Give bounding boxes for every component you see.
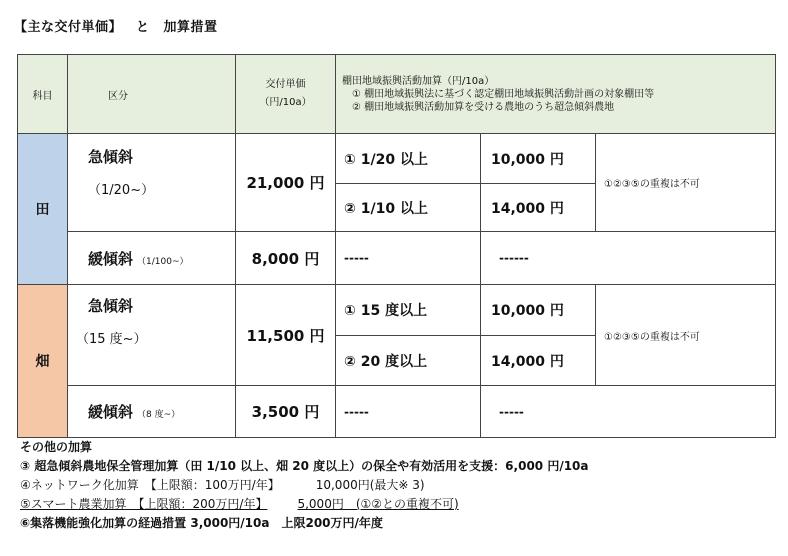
ta-gentle-dash1: ----- xyxy=(336,232,481,285)
ta-gentle-empty xyxy=(596,232,776,285)
table-row xyxy=(18,386,776,438)
ta-steep-price: 21,000 円 xyxy=(236,134,336,232)
header-note xyxy=(336,55,776,134)
extras-line4-amount: 10,000円(最大※ 3) xyxy=(315,478,425,492)
header-note-1: ① 棚田地域振興法に基づく認定棚田地域振興活動計画の対象棚田等 xyxy=(352,88,655,100)
header-subject: 科目 xyxy=(18,55,68,134)
hata-gentle-dash2: ----- xyxy=(481,386,596,438)
hata-steep-remark: ①②③⑤の重複は不可 xyxy=(596,285,776,386)
hata-steep-name: 急傾斜 xyxy=(88,297,134,315)
hata-steep-cond1: ① 15 度以上 xyxy=(336,285,481,336)
hata-gentle-price: 3,500 円 xyxy=(236,386,336,438)
ta-steep-name: 急傾斜 xyxy=(88,148,134,166)
header-price-line2: （円/10a） xyxy=(259,97,312,108)
hata-gentle-class xyxy=(68,386,236,438)
table-header-row xyxy=(18,55,776,134)
ta-steep-class xyxy=(68,134,236,232)
title-sub: 加算措置 xyxy=(163,20,218,35)
extras-line4-label: ④ネットワーク化加算 【上限額：100万円/年】 xyxy=(20,478,280,492)
hata-steep-range: （15 度~） xyxy=(76,332,147,347)
hata-gentle-empty xyxy=(596,386,776,438)
extras-line5-label: ⑤スマート農業加算 【上限額：200万円/年】 xyxy=(20,497,268,511)
header-note-title: 棚田地域振興活動加算（円/10a） xyxy=(342,75,495,87)
ta-steep-remark: ①②③⑤の重複は不可 xyxy=(596,134,776,232)
hata-steep-amt2: 14,000 円 xyxy=(481,336,596,386)
page-title xyxy=(14,16,218,35)
extras-line4 xyxy=(20,476,589,495)
extras-line5 xyxy=(20,495,589,514)
ta-steep-cond2: ② 1/10 以上 xyxy=(336,184,481,232)
unit-price-table xyxy=(17,54,776,438)
hata-gentle-dash1: ----- xyxy=(336,386,481,438)
header-note-2: ② 棚田地域振興活動加算を受ける農地のうち超急傾斜農地 xyxy=(352,101,615,113)
extras-line6: ⑥集落機能強化加算の経過措置 3,000円/10a 上限200万円/年度 xyxy=(20,516,383,530)
extras-heading: その他の加算 xyxy=(20,440,93,454)
ta-gentle-range: （1/100~） xyxy=(137,256,189,267)
ta-steep-cond1: ① 1/20 以上 xyxy=(336,134,481,184)
table-row xyxy=(18,134,776,184)
hata-gentle-name: 緩傾斜 xyxy=(88,403,134,421)
header-price xyxy=(236,55,336,134)
header-class: 区分 xyxy=(68,55,236,134)
ta-gentle-dash2: ------ xyxy=(481,232,596,285)
ta-steep-range: （1/20~） xyxy=(88,183,155,198)
hata-steep-price: 11,500 円 xyxy=(236,285,336,386)
ta-gentle-price: 8,000 円 xyxy=(236,232,336,285)
hata-steep-amt1: 10,000 円 xyxy=(481,285,596,336)
ta-gentle-class xyxy=(68,232,236,285)
hata-gentle-range: （8 度~） xyxy=(137,410,181,420)
extras-line5-amount: 5,000円 (①②との重複不可) xyxy=(297,497,459,511)
ta-gentle-name: 緩傾斜 xyxy=(88,249,134,268)
ta-steep-amt2: 14,000 円 xyxy=(481,184,596,232)
ta-steep-amt1: 10,000 円 xyxy=(481,134,596,184)
header-price-line1: 交付単価 xyxy=(265,79,306,90)
extras-line3: ③ 超急傾斜農地保全管理加算（田 1/10 以上、畑 20 度以上）の保全や有効活用を支援：6,000 円/10a xyxy=(20,459,589,473)
table-row xyxy=(18,232,776,285)
extras-section xyxy=(20,438,589,533)
title-and: と xyxy=(136,20,150,35)
title-main: 【主な交付単価】 xyxy=(14,20,123,35)
hata-steep-cond2: ② 20 度以上 xyxy=(336,336,481,386)
table-row xyxy=(18,285,776,336)
hata-steep-class xyxy=(68,285,236,386)
row-label-hata: 畑 xyxy=(18,285,68,438)
row-label-ta: 田 xyxy=(18,134,68,285)
